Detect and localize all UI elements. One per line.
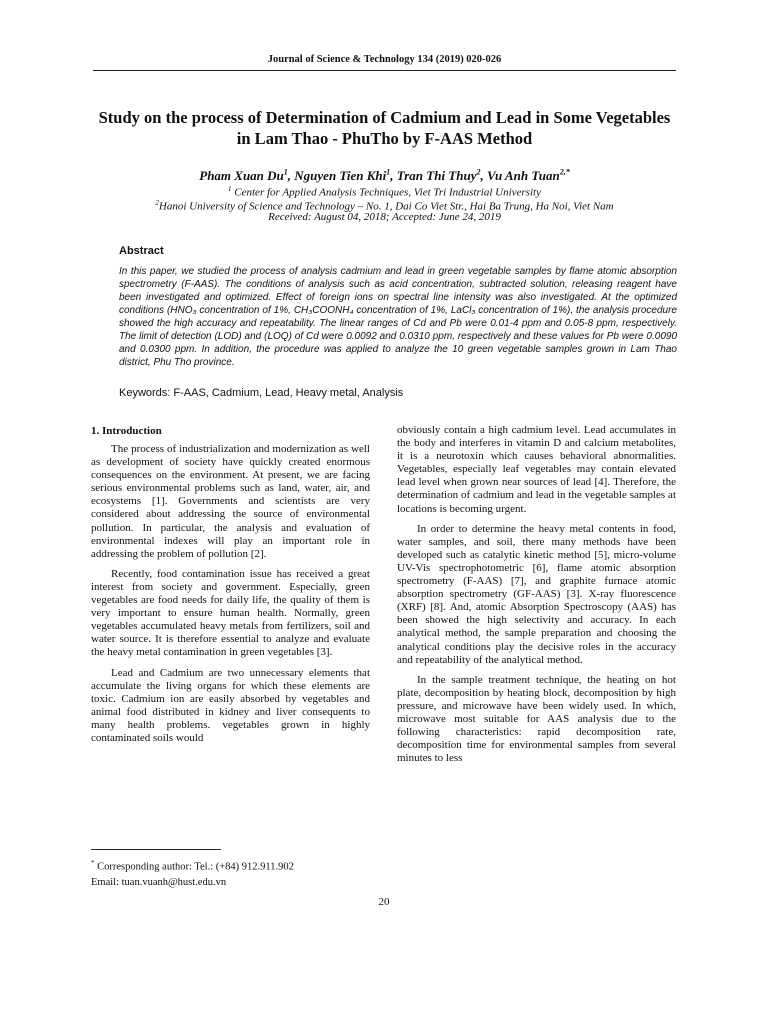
body-paragraph: The process of industrialization and modernization as well as development of society have quickly created enormous consequences on the environment. At present, we are facing serious environmental problems such as land, water, air, and ecosystems [1]. Governments and scientists are very considered about addressing the source of environmental pollution. In particular, the analysis and evaluation of environmental indexes will play an important role in addressing the problem of pollution [2].	[91, 443, 370, 560]
author: Vu Anh Tuan$^{2,*}$	[486, 168, 570, 184]
footnote-line-1: * Corresponding author: Tel.: (+84) 912.911.902	[91, 859, 294, 873]
footnote-line-2: Email: tuan.vuanh@hust.edu.vn	[91, 876, 227, 888]
left-column	[91, 424, 370, 752]
affiliation-1: $^1$ Center for Applied Analysis Techniques, Viet Tri Industrial University	[228, 185, 541, 199]
body-paragraph: In order to determine the heavy metal contents in food, water samples, and soil, there many methods have been developed such as catalytic kinetic method [5], micro-volume UV-Vis spectrophotometric [6], flame atomic absorption spectrometry (F-AAS) [7], and graphite furnace atomic absorption spectrometry (GF-AAS) [3]. X-ray fluorescence (XRF) [8]. And, atomic Absorption Spectroscopy (AAS) has been showed the high selectivity and accuracy. In each analytical method, the sample preparation and choosing the analytical conditions play the decisive roles in the accuracy and repeatability of the analytical method.	[397, 522, 676, 666]
footnote	[91, 856, 294, 890]
footnote-rule	[91, 849, 221, 850]
section-heading-introduction: 1. Introduction	[91, 425, 162, 437]
affiliation-2: $^2$Hanoi University of Science and Technology – No. 1, Dai Co Viet Str., Hai Ba Trung, Ha Noi, Viet Nam	[155, 199, 614, 213]
abstract-text: In this paper, we studied the process of analysis cadmium and lead in green vegetable samples by flame atomic absorption spectrometry (F-AAS). The conditions of analysis such as acid concentration, subtracted solution, releasing reagent have been investigated and optimized. Effect of foreign ions on spectral line intensity was also investigated. At the optimized conditions (HNO₃ concentration of 1%, CH₃COONH₄ concentration of 1%, LaCl₃ concentration of 1%), the analysis procedure showed the high accuracy and repeatability. The linear ranges of Cd and Pb were 0.01-4 ppm and 0.05-8 ppm, respectively. The limit of detection (LOD) and (LOQ) of Cd were 0.0092 and 0.0310 ppm, respectively and these values for Pb were 0.0090 and 0.0300 ppm. In addition, the procedure was applied to analyze the 10 green vegetable samples grown in Lam Thao district, Phu Tho province.	[119, 266, 677, 368]
page-number: 20	[378, 896, 390, 908]
header-rule	[93, 70, 676, 71]
author: Tran Thi Thuy$^2$,	[396, 168, 487, 184]
right-column	[397, 424, 676, 772]
body-paragraph: obviously contain a high cadmium level. Lead accumulates in the body and interferes in vitamin D and calcium metabolites, it is a neurotoxin which causes behavioral abnormalities. Vegetables, especially leaf vegetables may contain elevated lead level when grown near sources of lead [4]. Therefore, the determination of cadmium and lead in the vegetable samples at locations is becoming urgent.	[397, 424, 676, 515]
body-paragraph: Lead and Cadmium are two unnecessary elements that accumulate the living organs for which these elements are toxic. Cadmium ion are easily absorbed by vegetables and animal food distributed in kidney and liver consequents to many health problems. vegetables grown in highly contaminated soils would	[91, 666, 370, 744]
author: Pham Xuan Du$^1$,	[199, 168, 295, 184]
abstract-heading: Abstract	[119, 245, 164, 257]
received-accepted-dates: Received: August 04, 2018; Accepted: June 24, 2019	[268, 211, 501, 223]
journal-header: Journal of Science & Technology 134 (2019) 020-026	[267, 54, 502, 65]
author: Nguyen Tien Khi$^1$,	[294, 168, 397, 184]
body-paragraph: In the sample treatment technique, the heating on hot plate, decomposition by heating block, decomposition by high pressure, and microwave have been widely used. In which, microwave most suitable for AAS analysis due to the following characteristics: rapid decomposition rate, decomposition time for environmental samples from several minutes to less	[397, 673, 676, 765]
body-paragraph: Recently, food contamination issue has received a great interest from society and government. Especially, green vegetables are food needs for daily life, the quality of them is very important to ensure human health. Normally, green vegetables accumulated heavy metals from fertilizers, soil and water source. It is therefore essential to analyze and evaluate the heavy metal contamination in green vegetables [3].	[91, 567, 370, 659]
paper-title: Study on the process of Determination of Cadmium and Lead in Some Vegetables in Lam Thao - PhuTho by F-AAS Method	[98, 108, 671, 148]
keywords: Keywords: F-AAS, Cadmium, Lead, Heavy metal, Analysis	[119, 387, 404, 399]
